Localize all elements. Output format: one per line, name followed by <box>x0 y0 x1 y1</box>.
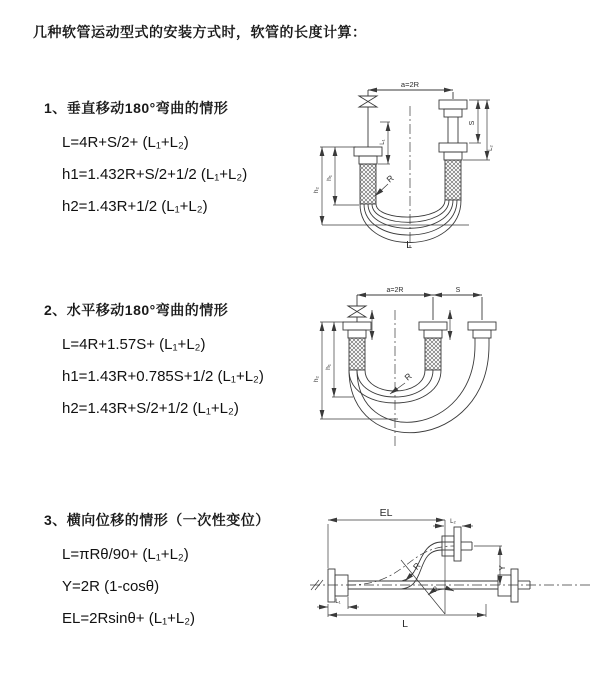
diagram-vertical-180-bend <box>312 70 597 263</box>
dim-label-a2r: a=2R <box>400 80 420 89</box>
braided-hose <box>425 338 441 370</box>
braided-hose <box>360 164 376 204</box>
flange <box>439 100 467 109</box>
diagram-3-drawing <box>302 502 600 660</box>
dim-label-a2r: a=2R <box>386 287 404 294</box>
valve-icon <box>359 96 377 107</box>
section-2 <box>44 300 264 425</box>
flange <box>343 322 371 330</box>
diagram-lateral-displacement <box>302 502 600 660</box>
formula-line: h1=1.432R+S/2+1/2 (L₁+L₂) <box>62 166 248 183</box>
dim-label-radius: R <box>402 370 414 383</box>
dim-label-s: S <box>469 120 476 126</box>
section-3 <box>44 510 270 635</box>
dim-label-l1: L₁ <box>335 599 341 605</box>
section-1-heading: 1、垂直移动180°弯曲的情形 <box>44 100 229 116</box>
dim-label-h2: h₂ <box>313 375 320 383</box>
section-1 <box>44 98 247 223</box>
dim-label-h1: h₁ <box>325 364 332 370</box>
braided-hose <box>445 160 461 200</box>
dim-label-h1: h₁ <box>326 175 333 181</box>
hose-u-assembly <box>320 295 496 447</box>
dim-label-l2: L₂ <box>450 519 456 525</box>
dim-label-s: S <box>455 287 461 294</box>
formula-line: h2=1.43R+1/2 (L₁+L₂) <box>62 198 208 215</box>
flange <box>468 322 496 330</box>
flange <box>354 147 382 156</box>
dim-label-theta: θ <box>433 587 437 594</box>
page-title: 几种软管运动型式的安装方式时，软管的长度计算： <box>33 24 367 40</box>
formula-line: L=4R+1.57S+ (L₁+L₂) <box>62 336 206 353</box>
formula-line: Y=2R (1-cosθ) <box>62 578 160 595</box>
flange <box>328 569 335 602</box>
formula-line: L=πRθ/90+ (L₁+L₂) <box>62 546 189 563</box>
braided-hose <box>349 338 365 370</box>
hose-u-assembly <box>320 90 490 250</box>
diagram-horizontal-180-bend <box>308 282 600 465</box>
hose-s-assembly <box>310 520 592 617</box>
dim-label-length: L <box>402 618 408 630</box>
dim-label-l2: L₂ <box>488 145 494 151</box>
section-3-heading: 3、横向位移的情形（一次性变位） <box>44 512 270 528</box>
valve-icon <box>348 306 366 317</box>
dim-label-el: EL <box>379 507 393 519</box>
formula-line: EL=2Rsinθ+ (L₁+L₂) <box>62 610 196 627</box>
flange <box>419 322 447 330</box>
formula-line: h2=1.43R+S/2+1/2 (L₁+L₂) <box>62 400 239 417</box>
dim-label-length: L <box>406 239 412 251</box>
dim-label-radius: R <box>384 172 396 185</box>
formula-line: h1=1.43R+0.785S+1/2 (L₁+L₂) <box>62 368 264 385</box>
section-2-heading: 2、水平移动180°弯曲的情形 <box>44 302 229 318</box>
diagram-1-drawing <box>312 70 597 263</box>
formula-line: L=4R+S/2+ (L₁+L₂) <box>62 134 189 151</box>
dim-label-l1: L₁ <box>380 139 386 145</box>
diagram-2-drawing <box>308 282 600 465</box>
dim-label-h2: h₂ <box>313 186 320 194</box>
dim-label-radius: R <box>410 560 423 572</box>
dim-label-y: Y <box>498 565 507 571</box>
